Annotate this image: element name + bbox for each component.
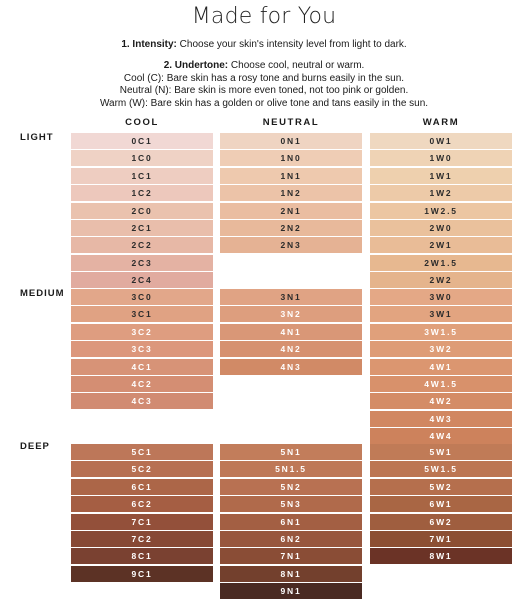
shade-swatch-4n1[interactable]: 4N1 bbox=[220, 324, 362, 340]
column-header-neutral: NEUTRAL bbox=[262, 117, 320, 128]
neutral-description: Neutral (N): Bare skin is more even toned, not too pink or golden. bbox=[119, 85, 409, 96]
shade-swatch-7c2[interactable]: 7C2 bbox=[71, 531, 213, 547]
shade-swatch-7w1[interactable]: 7W1 bbox=[370, 531, 512, 547]
shade-swatch-3n2[interactable]: 3N2 bbox=[220, 306, 362, 322]
shade-swatch-4n3[interactable]: 4N3 bbox=[220, 359, 362, 375]
shade-swatch-2w1-5[interactable]: 2W1.5 bbox=[370, 255, 512, 271]
shade-swatch-1n1[interactable]: 1N1 bbox=[220, 168, 362, 184]
shade-swatch-9c1[interactable]: 9C1 bbox=[71, 566, 213, 582]
shade-swatch-2w2[interactable]: 2W2 bbox=[370, 272, 512, 288]
shade-swatch-2c0[interactable]: 2C0 bbox=[71, 203, 213, 219]
page-title: Made for You bbox=[191, 4, 337, 29]
shade-swatch-1c2[interactable]: 1C2 bbox=[71, 185, 213, 201]
shade-swatch-1n0[interactable]: 1N0 bbox=[220, 150, 362, 166]
group-label-medium: MEDIUM bbox=[20, 288, 65, 299]
column-header-warm: WARM bbox=[422, 117, 460, 128]
cool-description: Cool (C): Bare skin has a rosy tone and burns easily in the sun. bbox=[123, 72, 405, 84]
shade-swatch-5c1[interactable]: 5C1 bbox=[71, 444, 213, 460]
shade-swatch-9n1[interactable]: 9N1 bbox=[220, 583, 362, 599]
shade-swatch-2w0[interactable]: 2W0 bbox=[370, 220, 512, 236]
intensity-label: 1. Intensity: bbox=[121, 39, 177, 50]
shade-swatch-3w1[interactable]: 3W1 bbox=[370, 306, 512, 322]
shade-swatch-5n1[interactable]: 5N1 bbox=[220, 444, 362, 460]
intensity-text: Choose your skin's intensity level from light to dark. bbox=[176, 39, 407, 50]
shade-swatch-4w2[interactable]: 4W2 bbox=[370, 393, 512, 409]
shade-swatch-4c3[interactable]: 4C3 bbox=[71, 393, 213, 409]
shade-swatch-6n1[interactable]: 6N1 bbox=[220, 514, 362, 530]
shade-swatch-1w2[interactable]: 1W2 bbox=[370, 185, 512, 201]
shade-swatch-2c2[interactable]: 2C2 bbox=[71, 237, 213, 253]
shade-swatch-4w1-5[interactable]: 4W1.5 bbox=[370, 376, 512, 392]
shade-swatch-4c2[interactable]: 4C2 bbox=[71, 376, 213, 392]
shade-swatch-0n1[interactable]: 0N1 bbox=[220, 133, 362, 149]
shade-swatch-3c1[interactable]: 3C1 bbox=[71, 306, 213, 322]
shade-swatch-4w1[interactable]: 4W1 bbox=[370, 359, 512, 375]
shade-swatch-8c1[interactable]: 8C1 bbox=[71, 548, 213, 564]
shade-swatch-5n2[interactable]: 5N2 bbox=[220, 479, 362, 495]
shade-swatch-7c1[interactable]: 7C1 bbox=[71, 514, 213, 530]
shade-swatch-5c2[interactable]: 5C2 bbox=[71, 461, 213, 477]
shade-swatch-4n2[interactable]: 4N2 bbox=[220, 341, 362, 357]
shade-swatch-6w2[interactable]: 6W2 bbox=[370, 514, 512, 530]
shade-swatch-0w1[interactable]: 0W1 bbox=[370, 133, 512, 149]
shade-swatch-1w1[interactable]: 1W1 bbox=[370, 168, 512, 184]
shade-swatch-8n1[interactable]: 8N1 bbox=[220, 566, 362, 582]
shade-swatch-2n3[interactable]: 2N3 bbox=[220, 237, 362, 253]
shade-swatch-2n2[interactable]: 2N2 bbox=[220, 220, 362, 236]
undertone-text: Choose cool, neutral or warm. bbox=[228, 60, 365, 71]
shade-swatch-4w4[interactable]: 4W4 bbox=[370, 428, 512, 444]
shade-swatch-4c1[interactable]: 4C1 bbox=[71, 359, 213, 375]
shade-swatch-6w1[interactable]: 6W1 bbox=[370, 496, 512, 512]
shade-swatch-3n1[interactable]: 3N1 bbox=[220, 289, 362, 305]
undertone-instruction bbox=[0, 60, 528, 110]
shade-swatch-5w1-5[interactable]: 5W1.5 bbox=[370, 461, 512, 477]
warm-description: Warm (W): Bare skin has a golden or olive tone and tans easily in the sun. bbox=[99, 97, 429, 109]
shade-swatch-3c0[interactable]: 3C0 bbox=[71, 289, 213, 305]
shade-swatch-4w3[interactable]: 4W3 bbox=[370, 411, 512, 427]
shade-swatch-6c1[interactable]: 6C1 bbox=[71, 479, 213, 495]
shade-swatch-2w1[interactable]: 2W1 bbox=[370, 237, 512, 253]
group-label-light: LIGHT bbox=[20, 132, 54, 143]
shade-swatch-1c0[interactable]: 1C0 bbox=[71, 150, 213, 166]
shade-swatch-2c1[interactable]: 2C1 bbox=[71, 220, 213, 236]
shade-swatch-2c3[interactable]: 2C3 bbox=[71, 255, 213, 271]
shade-swatch-5w2[interactable]: 5W2 bbox=[370, 479, 512, 495]
intensity-instruction bbox=[0, 39, 528, 52]
shade-swatch-5w1[interactable]: 5W1 bbox=[370, 444, 512, 460]
shade-swatch-1w0[interactable]: 1W0 bbox=[370, 150, 512, 166]
shade-swatch-3c3[interactable]: 3C3 bbox=[71, 341, 213, 357]
shade-swatch-7n1[interactable]: 7N1 bbox=[220, 548, 362, 564]
shade-swatch-8w1[interactable]: 8W1 bbox=[370, 548, 512, 564]
shade-swatch-3w0[interactable]: 3W0 bbox=[370, 289, 512, 305]
shade-swatch-3c2[interactable]: 3C2 bbox=[71, 324, 213, 340]
shade-swatch-6n2[interactable]: 6N2 bbox=[220, 531, 362, 547]
shade-swatch-2c4[interactable]: 2C4 bbox=[71, 272, 213, 288]
group-label-deep: DEEP bbox=[20, 441, 50, 452]
shade-swatch-1c1[interactable]: 1C1 bbox=[71, 168, 213, 184]
column-header-cool: COOL bbox=[125, 117, 159, 128]
shade-swatch-3w2[interactable]: 3W2 bbox=[370, 341, 512, 357]
shade-swatch-5n1-5[interactable]: 5N1.5 bbox=[220, 461, 362, 477]
shade-swatch-1n2[interactable]: 1N2 bbox=[220, 185, 362, 201]
shade-swatch-3w1-5[interactable]: 3W1.5 bbox=[370, 324, 512, 340]
shade-swatch-6c2[interactable]: 6C2 bbox=[71, 496, 213, 512]
shade-swatch-1w2-5[interactable]: 1W2.5 bbox=[370, 203, 512, 219]
shade-swatch-0c1[interactable]: 0C1 bbox=[71, 133, 213, 149]
undertone-label: 2. Undertone: bbox=[163, 60, 229, 71]
shade-swatch-2n1[interactable]: 2N1 bbox=[220, 203, 362, 219]
shade-swatch-5n3[interactable]: 5N3 bbox=[220, 496, 362, 512]
